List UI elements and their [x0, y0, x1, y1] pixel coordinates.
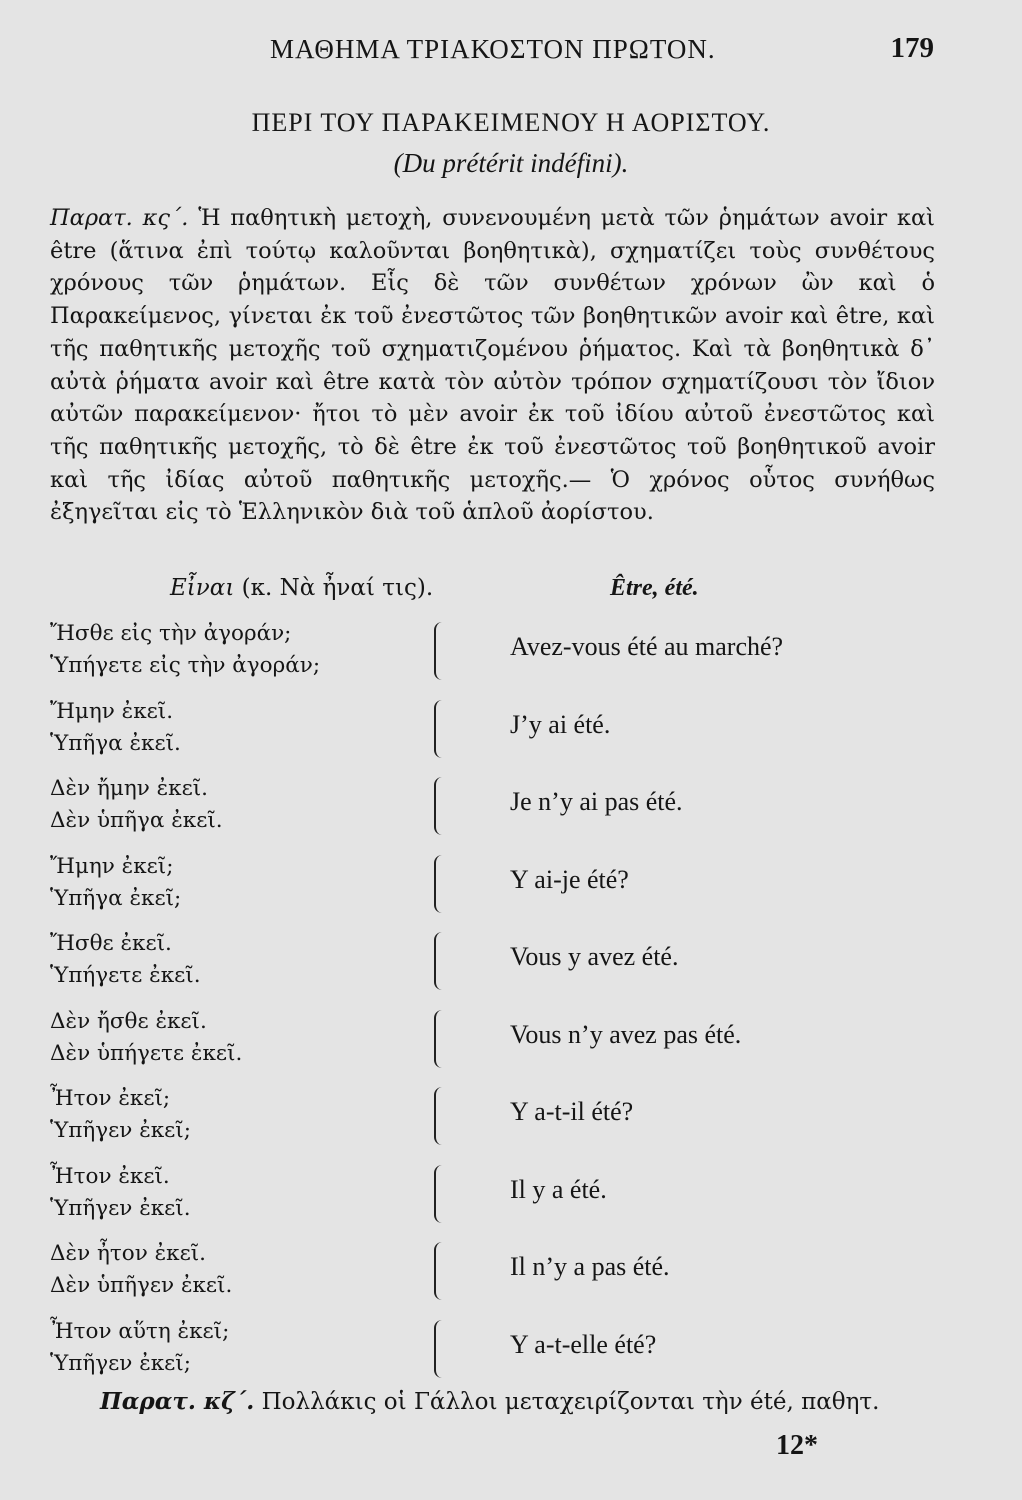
french-phrase: Y a-t-il été?: [510, 1097, 634, 1126]
greek-phrases: [50, 696, 440, 760]
brace-mark: [434, 1320, 444, 1378]
footer-remark: [100, 1388, 940, 1415]
greek-phrase-line: Δὲν ἤμην ἐκεῖ.: [50, 776, 208, 801]
greek-phrases: [50, 928, 440, 992]
french-phrase: Vous y avez été.: [510, 942, 679, 971]
french-phrase: Il y a été.: [510, 1174, 607, 1204]
greek-phrase-line: Δὲν ὑπήγετε ἐκεῖ.: [50, 1040, 243, 1066]
greek-phrase-line: Ὑπήγετε εἰς τὴν ἀγοράν;: [50, 653, 321, 678]
greek-phrase-line: Ὑπήγετε ἐκεῖ.: [50, 963, 201, 988]
section-subheading: (Du prétérit indéfini).: [393, 148, 629, 178]
greek-phrase-line: Ὑπῆγεν ἐκεῖ;: [50, 1350, 191, 1376]
greek-phrase-line: Ἤσθε ἐκεῖ.: [50, 931, 172, 956]
phrase-pair: [0, 773, 1022, 851]
phrase-pair: [0, 1238, 1022, 1316]
french-phrase: Je n’y ai pas été.: [510, 787, 683, 816]
phrase-pair: [0, 696, 1022, 774]
greek-phrase-line: Δὲν ὑπῆγεν ἐκεῖ.: [50, 1273, 233, 1298]
running-title: ΜΑΘΗΜΑ ΤΡΙΑΚΟΣΤΟΝ ΠΡΩΤΟΝ.: [270, 34, 716, 64]
greek-phrase-line: Δὲν ὑπῆγα ἐκεῖ.: [50, 808, 223, 833]
section-heading: ΠΕΡΙ ΤΟΥ ΠΑΡΑΚΕΙΜΕΝΟΥ Η ΑΟΡΙΣΤΟΥ.: [251, 108, 771, 137]
phrase-pair: [0, 1083, 1022, 1161]
french-phrase: Y a-t-elle été?: [510, 1329, 657, 1359]
greek-phrase-line: Ἦτον ἐκεῖ;: [50, 1086, 171, 1111]
brace-mark: [434, 1165, 444, 1223]
greek-phrase-line: Ἤμην ἐκεῖ;: [50, 853, 174, 879]
brace-mark: [434, 932, 444, 990]
remark-paragraph: [50, 202, 935, 529]
phrase-pair: [0, 928, 1022, 1006]
greek-phrases: [50, 1316, 440, 1380]
french-phrase: Il n’y a pas été.: [510, 1252, 670, 1281]
phrase-pairs: [0, 618, 1022, 1393]
greek-phrases: [50, 851, 440, 915]
remark-text: Ἡ παθητικὴ μετοχὴ, συνενουμένη μετὰ τῶν ῥημάτων avoir καὶ être (ἅτινα ἐπὶ τούτῳ καλοῦνται βοηθητικὰ), σχηματίζει τοὺς συνθέτους χρόνους τῶν ῥημάτων. Εἷς δὲ τῶν συνθέτων χρόνων ὢν καὶ ὁ Παρακείμενος, γίνεται ἐκ τοῦ ἐνεστῶτος τῶν βοηθητικῶν avoir καὶ être, καὶ τῆς παθητικῆς μετοχῆς τοῦ σχηματιζομένου ῥήματος. Καὶ τὰ βοηθητικὰ δ᾽ αὐτὰ ῥήματα avoir καὶ être κατὰ τὸν αὐτὸν τρόπον σχηματίζουσι τὸν ἴδιον αὐτῶν παρακείμενον· ἤτοι τὸ μὲν avoir ἐκ τοῦ ἰδίου αὐτοῦ ἐνεστῶτος καὶ τῆς παθητικῆς μετοχῆς, τὸ δὲ être ἐκ τοῦ ἐνεστῶτος τοῦ βοηθητικοῦ avoir καὶ τῆς ἰδίας αὐτοῦ παθητικῆς μετοχῆς.— Ὁ χρόνος οὗτος συνήθως ἐξηγεῖται εἰς τὸ Ἑλληνικὸν διὰ τοῦ ἁπλοῦ ἀορίστου.: [50, 205, 935, 526]
column-heading-greek-word: Εἶναι: [170, 575, 235, 601]
phrase-pair: [0, 1316, 1022, 1394]
running-head: [60, 28, 962, 68]
column-heading-greek: [170, 575, 433, 601]
phrase-pair: [0, 1006, 1022, 1084]
greek-phrase-line: Ὑπῆγεν ἐκεῖ;: [50, 1118, 191, 1143]
greek-phrase-line: Ὑπῆγα ἐκεῖ.: [50, 730, 181, 756]
greek-phrase-line: Ἤσθε εἰς τὴν ἀγοράν;: [50, 621, 292, 646]
signature-mark: 12*: [776, 1430, 818, 1461]
brace-mark: [434, 777, 444, 835]
brace-mark: [434, 1087, 444, 1145]
phrase-pair: [0, 618, 1022, 696]
brace-mark: [434, 1010, 444, 1068]
greek-phrase-line: Ἦτον αὕτη ἐκεῖ;: [50, 1318, 230, 1344]
french-phrase: Avez-vous été au marché?: [510, 632, 784, 661]
greek-phrases: [50, 773, 440, 837]
greek-phrase-line: Δὲν ἦτον ἐκεῖ.: [50, 1241, 206, 1266]
french-phrase: Vous n’y avez pas été.: [510, 1019, 742, 1049]
greek-phrases: [50, 1083, 440, 1147]
remark-label: Παρατ. κς΄.: [50, 205, 189, 231]
greek-phrase-line: Ὑπῆγα ἐκεῖ;: [50, 885, 182, 911]
footer-remark-text: Πολλάκις οἱ Γάλλοι μεταχειρίζονται τὴν été, παθητ.: [261, 1389, 880, 1415]
footer-remark-label: Παρατ. κζ΄.: [100, 1388, 255, 1415]
brace-mark: [434, 1242, 444, 1300]
greek-phrases: [50, 618, 440, 682]
page-number: 179: [890, 32, 934, 64]
greek-phrase-line: Δὲν ἤσθε ἐκεῖ.: [50, 1008, 207, 1034]
brace-mark: [434, 622, 444, 680]
greek-phrase-line: Ὑπῆγεν ἐκεῖ.: [50, 1195, 191, 1221]
phrase-pair: [0, 1161, 1022, 1239]
french-phrase: Y ai-je été?: [510, 864, 629, 894]
french-phrase: J’y ai été.: [510, 709, 611, 739]
greek-phrases: [50, 1161, 440, 1225]
greek-phrase-line: Ἤμην ἐκεῖ.: [50, 698, 174, 724]
greek-phrases: [50, 1006, 440, 1070]
brace-mark: [434, 700, 444, 758]
greek-phrase-line: Ἦτον ἐκεῖ.: [50, 1163, 170, 1189]
column-heading-french: Être, été.: [610, 575, 699, 601]
column-heading-greek-gloss: (κ. Νὰ ἦναί τις).: [241, 575, 434, 601]
brace-mark: [434, 855, 444, 913]
phrase-pair: [0, 851, 1022, 929]
greek-phrases: [50, 1238, 440, 1302]
